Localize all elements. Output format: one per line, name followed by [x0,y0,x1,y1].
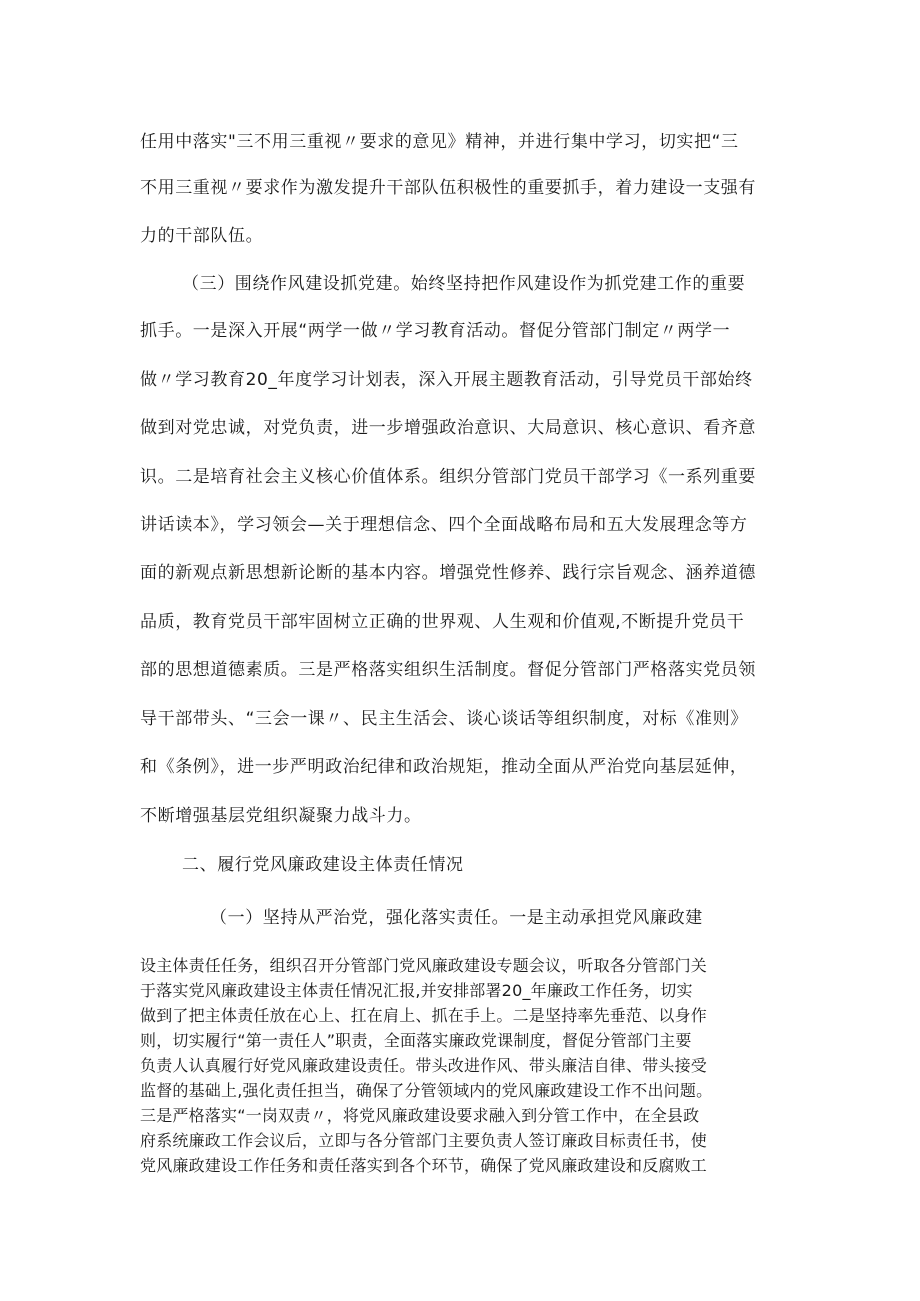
paragraph-line: 负责人认真履行好党风廉政建设责任。带头改进作风、带头廉洁自律、带头接受 [140,1056,708,1075]
section-2-1-first-line: （一）坚持从严治党，强化落实责任。一是主动承担党风廉政建 [210,908,703,928]
paragraph-line: 监督的基础上,强化责任担当，确保了分管领域内的党风廉政建设工作不出问题。 [140,1081,713,1100]
paragraph-line: 力的干部队伍。 [140,226,264,246]
paragraph-line: 府系统廉政工作会议后，立即与各分管部门主要负责人签订廉政目标责任书，使 [140,1131,708,1150]
paragraph-line: 讲话读本》，学习领会—关于理想信念、四个全面战略布局和五大发展理念等方 [140,515,748,535]
paragraph-line: 面的新观点新思想新论断的基本内容。增强党性修养、践行宗旨观念、涵养道德 [140,563,756,583]
paragraph-line: 和《条例》，进一步严明政治纪律和政治规矩，推动全面从严治党向基层延伸， [140,757,748,777]
paragraph-line: 不用三重视〃要求作为激发提升干部队伍积极性的重要抓手，着力建设一支强有 [140,178,756,198]
paragraph-line: 品质，教育党员干部牢固树立正确的世界观、人生观和价值观,不断提升党员干 [140,612,745,632]
paragraph-line: 党风廉政建设工作任务和责任落实到各个环节，确保了党风廉政建设和反腐败工 [140,1156,708,1175]
paragraph-line: 做到了把主体责任放在心上、扛在肩上、抓在手上。二是坚持率先垂范、以身作 [140,1006,708,1025]
paragraph-line: 不断增强基层党组织凝聚力战斗力。 [140,806,422,826]
section-3-first-line: （三）围绕作风建设抓党建。始终坚持把作风建设作为抓党建工作的重要 [182,274,746,294]
paragraph-line: 任用中落实"三不用三重视〃要求的意见》精神，并进行集中学习，切实把“三 [140,132,739,152]
paragraph-line: 部的思想道德素质。三是严格落实组织生活制度。督促分管部门严格落实党员领 [140,660,756,680]
paragraph-line: 三是严格落实“一岗双责〃，将党风廉政建设要求融入到分管工作中，在全县政 [140,1106,700,1125]
paragraph-line: 则，切实履行“第一责任人”职责，全面落实廉政党课制度，督促分管部门主要 [140,1031,692,1050]
paragraph-line: 于落实党风廉政建设主体责任情况汇报,并安排部署20_年廉政工作任务，切实 [140,981,693,1000]
paragraph-line: 做到对党忠诚，对党负责，进一步增强政治意识、大局意识、核心意识、看齐意 [140,418,756,438]
paragraph-line: 抓手。一是深入开展“两学一做〃学习教育活动。督促分管部门制定〃两学一 [140,321,731,341]
paragraph-line: 设主体责任任务，组织召开分管部门党风廉政建设专题会议，听取各分管部门关 [140,956,708,975]
paragraph-line: 做〃学习教育20_年度学习计划表，深入开展主题教育活动，引导党员干部始终 [140,370,753,390]
section-heading: 二、履行党风廉政建设主体责任情况 [182,855,464,875]
paragraph-line: 导干部带头、“三会一课〃、民主生活会、谈心谈话等组织制度，对标《准则》 [140,709,748,729]
paragraph-line: 识。二是培育社会主义核心价值体系。组织分管部门党员干部学习《一系列重要 [140,467,756,487]
